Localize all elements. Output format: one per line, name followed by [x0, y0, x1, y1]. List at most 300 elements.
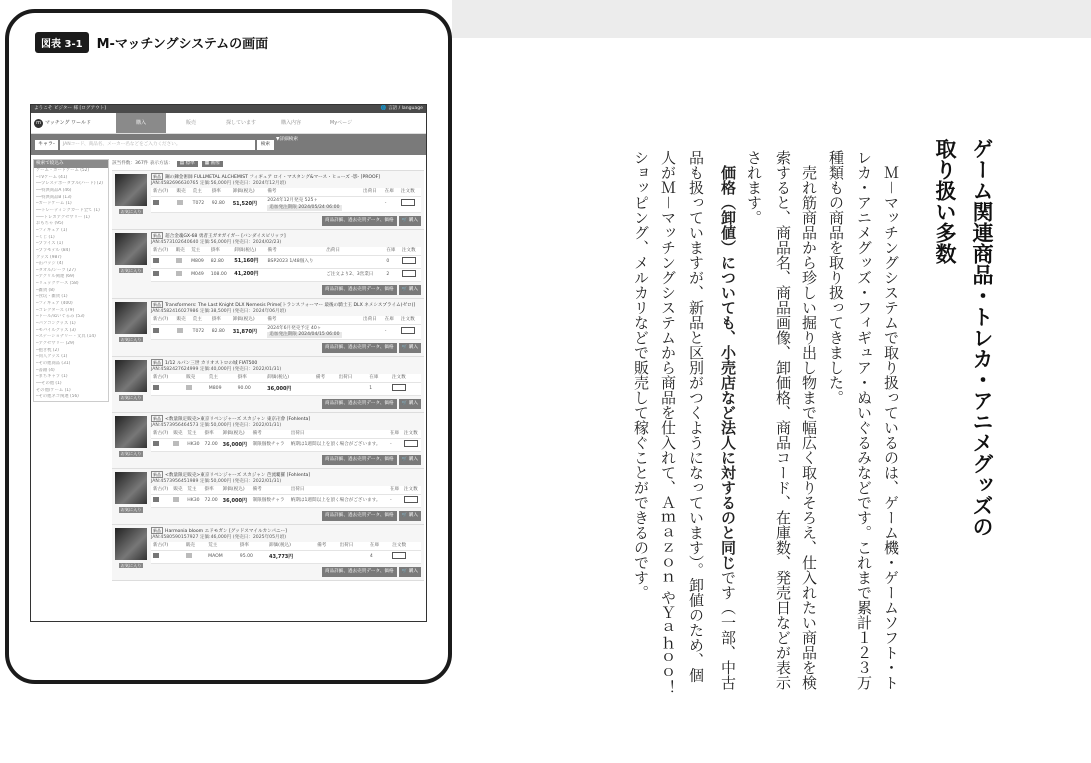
- note: [314, 383, 337, 396]
- sidebar-category-item[interactable]: ──特典商品B (13): [36, 194, 72, 200]
- ship-date: [361, 324, 383, 340]
- article-text-column: [714, 150, 741, 690]
- offer-table-header: 注文数: [400, 247, 421, 255]
- offer-table-header: 掛率: [238, 542, 267, 550]
- product-actions: [151, 511, 421, 521]
- sidebar-category-item[interactable]: ─フィギュア (400): [36, 301, 73, 307]
- product-actions: [151, 567, 421, 577]
- product-meta: JAN:4582427624999 定価:40,000円 (発売日：2022/01/31): [151, 367, 282, 373]
- rate: 95.00: [238, 550, 267, 563]
- sidebar-category-item[interactable]: ─アクセサリー (29): [36, 341, 75, 347]
- offer-table-header: 卸価(税込): [221, 430, 251, 438]
- seller-icon: [177, 328, 183, 333]
- seller-code: MAOM: [206, 550, 238, 563]
- quantity-input[interactable]: [404, 496, 418, 503]
- new-badge: 新品: [153, 301, 161, 307]
- note: [265, 255, 324, 268]
- stock: 2: [384, 268, 400, 281]
- offer-table-header: 掛率: [210, 188, 231, 196]
- advanced-search-link[interactable]: ▼詳細検索: [276, 137, 298, 142]
- note: [265, 268, 324, 281]
- offer-table-header: 新古(?): [151, 247, 174, 255]
- article-text-column: [627, 150, 654, 600]
- sidebar-category-item[interactable]: ─リュックケース (58): [36, 281, 79, 287]
- sidebar-category-item[interactable]: ─フィギュア (1): [36, 227, 68, 233]
- text-segment: 索すると、商品名、商品画像、卸価格、商品コード、在庫数、発売日などが表示: [774, 150, 792, 690]
- sidebar-category-item[interactable]: ─パソコングッズ (1): [36, 321, 76, 327]
- sidebar-category-item[interactable]: ─同人グッズ (1): [36, 354, 68, 360]
- article-text-column: [682, 150, 709, 683]
- offer-table: [151, 374, 421, 396]
- offer-row: [151, 495, 421, 508]
- sidebar-category-item[interactable]: ─ステーショナリー・文具 (14): [36, 334, 96, 340]
- offer-table-header: 卸価(税込): [265, 374, 314, 382]
- product-image-column: [114, 174, 148, 226]
- sidebar-category-item[interactable]: ─まちキャラ (1): [36, 374, 68, 380]
- rate: 82.80: [210, 324, 231, 340]
- product-thumbnail[interactable]: [115, 233, 147, 265]
- article-text-column: [877, 150, 904, 690]
- product-actions: [151, 285, 421, 295]
- sidebar-category-item[interactable]: ─カードゲーム (1): [36, 201, 72, 207]
- quantity-input[interactable]: [401, 199, 415, 206]
- product-body: [151, 360, 424, 409]
- new-badge: 新品: [153, 472, 161, 478]
- product-item: [112, 525, 424, 581]
- sidebar-category-item[interactable]: グッズ (987): [36, 254, 62, 260]
- note: [251, 439, 289, 452]
- offer-table-header: 注文数: [390, 542, 421, 550]
- offer-table-header: 備考: [265, 247, 324, 255]
- article-text-column: [654, 150, 681, 695]
- sidebar-category-item[interactable]: ─その他商品 (31): [36, 361, 71, 366]
- offer-table-header: 注文数: [390, 374, 421, 382]
- details-button[interactable]: 商品詳細、過去売買データ、価格: [322, 455, 397, 465]
- note: [251, 495, 289, 508]
- offer-table-header: 荒主: [191, 188, 210, 196]
- product-thumbnail[interactable]: [115, 528, 147, 560]
- app-screenshot: [30, 104, 427, 622]
- favorite-button[interactable]: お気に入り: [120, 451, 142, 457]
- product-body: [151, 302, 424, 354]
- sidebar-category-item[interactable]: ─TVゲーム (41): [36, 174, 68, 180]
- product-name[interactable]: 超合金魂GX-68 勇者王ガオガイガー [バンダイスピリッツ]: [165, 233, 286, 239]
- offer-table: [151, 430, 421, 452]
- seller-code: M049: [189, 268, 209, 281]
- buy-button[interactable]: 🛒 購入: [399, 216, 421, 226]
- offer-table-header: 新古(?): [151, 188, 175, 196]
- sidebar-category-item[interactable]: ─アクリル関連 (69): [36, 274, 75, 280]
- text-segment: されます。: [745, 150, 763, 225]
- search-category-select[interactable]: キャラ-: [35, 140, 58, 150]
- offer-table: [151, 247, 421, 282]
- details-button[interactable]: 商品詳細、過去売買データ、価格: [322, 567, 397, 577]
- condition-icon: [153, 258, 159, 263]
- product-image-column: [114, 528, 148, 577]
- details-button[interactable]: 商品詳細、過去売買データ、価格: [322, 511, 397, 521]
- product-meta: JAN:4573956451989 定価:50,000円 (発売日：2022/01/31): [151, 479, 282, 485]
- condition-icon: [153, 200, 159, 205]
- condition-icon: [153, 328, 159, 333]
- offer-table-header: 備考: [265, 316, 361, 324]
- seller-icon: [186, 553, 192, 558]
- product-meta: JAN:4582416027986 定価:38,500円 (発売日：2024年06月頃): [151, 308, 286, 314]
- product-item: [112, 357, 424, 413]
- product-name[interactable]: <数量限定販売>東京リベンジャーズ スカジャン 東京卍會 [Fohlenta]: [165, 417, 311, 423]
- text-segment: です（一部、中古: [719, 570, 737, 690]
- product-image-column: [114, 360, 148, 409]
- offer-table-header: 掛率: [210, 316, 231, 324]
- offer-table-header: 在庫: [384, 247, 400, 255]
- stock: -: [388, 495, 402, 508]
- buy-button[interactable]: 🛒 購入: [399, 343, 421, 353]
- seller-icon: [173, 497, 179, 502]
- note-text: 制限個数チャラ: [252, 498, 285, 503]
- sidebar-category-item[interactable]: ──トレーディングカード全て (1): [36, 207, 100, 213]
- offer-row: [151, 268, 421, 281]
- condition-icon: [153, 441, 159, 446]
- sidebar-category-item[interactable]: ─くじ (1): [36, 234, 55, 240]
- product-title[interactable]: [151, 302, 421, 309]
- ship-date: [338, 550, 368, 563]
- logo[interactable]: [31, 113, 116, 133]
- figure-title: M-マッチングシステムの画面: [96, 37, 269, 52]
- figure-number: 図表 3-1: [35, 32, 89, 53]
- view-standard-button[interactable]: ▤ 標準: [177, 161, 198, 167]
- user-bar: [31, 105, 426, 113]
- details-button[interactable]: 商品詳細、過去売買データ、価格: [322, 343, 397, 353]
- product-image-column: [114, 302, 148, 354]
- buy-button[interactable]: 🛒 購入: [399, 399, 421, 409]
- text-segment: Ｍ－マッチングシステムで取り扱っているのは、ゲーム機・ゲームソフト・ト: [882, 150, 900, 691]
- offer-table-header: 荒主: [207, 374, 236, 382]
- wholesale-price: 31,870円: [231, 324, 266, 340]
- offer-table-header: 販売: [175, 188, 191, 196]
- offer-table-header: 新古(?): [151, 316, 175, 324]
- ship-date: [361, 196, 383, 212]
- offer-table-header: 荒主: [185, 486, 202, 494]
- note: [265, 196, 361, 212]
- sidebar-category-item[interactable]: ─プラモデル (84): [36, 247, 71, 253]
- offer-table-header: 備考: [251, 486, 289, 494]
- product-image-column: [114, 416, 148, 465]
- offer-table: [151, 542, 421, 564]
- seller-icon: [177, 200, 183, 205]
- product-name[interactable]: Transformers: The Last Knight DLX Nemesis Prime[トランスフォーマー 最後の騎士王 DLX ネメシスプライム(ゼロ)]: [165, 302, 416, 308]
- favorite-button[interactable]: お気に入り: [120, 562, 142, 568]
- search-button[interactable]: 検索: [257, 140, 274, 150]
- sidebar-category-item[interactable]: ─ドール/ぬいぐるみ (53): [36, 314, 85, 320]
- product-body: [151, 174, 424, 226]
- note-text: 2024年6月発売予定 40ヶ: [267, 325, 322, 331]
- offer-table-header: 荒主: [206, 542, 238, 550]
- sidebar-category-item[interactable]: ─プライズ (1): [36, 241, 64, 247]
- offer-row: [151, 324, 421, 340]
- rate: 72.00: [203, 495, 221, 508]
- offer-table-header: 卸価(税込): [231, 316, 266, 324]
- seller-code: T072: [191, 324, 210, 340]
- product-meta: JAN:4582696630765 定価:56,000円 (発売日：2024年12月頃): [151, 180, 286, 186]
- product-actions: [151, 455, 421, 465]
- product-image-column: [114, 472, 148, 521]
- sidebar-category-item[interactable]: ──その他 (1): [36, 380, 62, 386]
- offer-table-header: 掛率: [203, 430, 221, 438]
- buy-button[interactable]: 🛒 購入: [399, 455, 421, 465]
- offer-row: [151, 550, 421, 563]
- sidebar-category-item[interactable]: ─缶バッジ (4): [36, 261, 64, 267]
- results-count: 該当件数：367件 表示方法：: [112, 161, 173, 166]
- offer-table-header: 新古(?): [151, 374, 184, 382]
- quantity-input[interactable]: [404, 440, 418, 447]
- note-text: BSP2023 1/48個入り: [267, 258, 314, 264]
- text-segment: 人がＭ－マッチングシステムから商品を仕入れて、Ａｍａｚｏｎ やＹａｈｏｏ！: [659, 150, 677, 695]
- quantity-input[interactable]: [392, 552, 406, 559]
- view-image-button[interactable]: ▦ 画像: [202, 161, 223, 167]
- product-image-column: [114, 233, 148, 295]
- offer-table-header: 備考: [314, 374, 337, 382]
- offer-table-header: 注文数: [402, 486, 421, 494]
- stock: -: [383, 196, 399, 212]
- offer-table-header: 販売: [175, 316, 191, 324]
- product-name[interactable]: Harmonia bloom エドモガン [グッドスマイルカンパニー]: [165, 528, 287, 534]
- condition-icon: [153, 271, 159, 276]
- wholesale-price: 36,000円: [221, 439, 251, 452]
- sidebar-category-item[interactable]: ─タオル/シーツ (27): [36, 267, 76, 273]
- order-deadline: 追加発注期限 2024/05/24 06:00: [269, 204, 340, 210]
- language-link[interactable]: 🌐 言語 / language: [380, 106, 423, 112]
- offer-table-header: 販売: [171, 486, 185, 494]
- tab-purchase-history[interactable]: 購入内容: [280, 119, 301, 126]
- offer-table-header: 出荷日: [338, 542, 368, 550]
- article-heading-line-1: ゲーム関連商品・トレカ・アニメグッズの: [970, 138, 994, 537]
- wholesale-price: 43,773円: [267, 550, 315, 563]
- rate: 92.80: [210, 196, 231, 212]
- text-segment: 種類もの商品を取り扱ってきました。: [827, 150, 845, 405]
- product-thumbnail[interactable]: [115, 472, 147, 504]
- offer-table-header: 在庫: [388, 430, 402, 438]
- offer-table-header: 在庫: [388, 486, 402, 494]
- rate: 72.00: [203, 439, 221, 452]
- offer-table: [151, 316, 421, 341]
- search-bar: [31, 134, 426, 155]
- ship-date: 納期は1週間以上を頂く場合がございます。: [289, 495, 388, 508]
- new-badge: 新品: [153, 173, 161, 179]
- wholesale-price: 51,160円: [232, 255, 265, 268]
- offer-table-header: 新古(?): [151, 430, 171, 438]
- rate: 90.00: [236, 383, 266, 396]
- offer-table-header: 掛率: [203, 486, 221, 494]
- seller-code: T072: [191, 196, 210, 212]
- sidebar-category-item[interactable]: ゲーム・カードゲーム (52): [36, 167, 90, 173]
- stock: -: [388, 439, 402, 452]
- rate: 108.00: [209, 268, 233, 281]
- seller-code: M809: [189, 255, 209, 268]
- product-name[interactable]: 鋼の錬金術師 FULLMETAL ALCHEMIST フィギュア ロイ・マスタング&マース・ヒューズ -影- [PROOF]: [165, 174, 381, 180]
- stock: 4: [368, 550, 390, 563]
- stock: -: [383, 324, 399, 340]
- quantity-input[interactable]: [401, 327, 415, 334]
- offer-table-header: 備考: [265, 188, 361, 196]
- text-segment: 売れ筋商品から珍しい掘り出し物まで幅広く取りそろえ、仕入れたい商品を検: [800, 150, 818, 690]
- seller-icon: [176, 271, 182, 276]
- sidebar-category-item[interactable]: ─雑貨 (8): [36, 287, 55, 293]
- sidebar-header: 検索で絞込み: [34, 160, 108, 168]
- article-text-column: [769, 150, 796, 690]
- favorite-button[interactable]: お気に入り: [120, 507, 142, 513]
- main-nav: [31, 113, 426, 134]
- wholesale-price: 36,000円: [265, 383, 314, 396]
- product-meta: JAN:4573102640640 定価:56,000円 (発売日：2024/02/23): [151, 239, 282, 245]
- article-text-column: [795, 150, 822, 690]
- offer-table-header: 注文数: [402, 430, 421, 438]
- sidebar-category-item[interactable]: ───トレカアクセサリー (1): [36, 214, 90, 220]
- quantity-input[interactable]: [402, 270, 416, 277]
- sidebar-category-item[interactable]: ─コレクターズ (79): [36, 307, 75, 313]
- offer-table-header: 販売: [171, 430, 185, 438]
- product-actions: [151, 343, 421, 353]
- product-thumbnail[interactable]: [115, 174, 147, 206]
- offer-table-header: 注文数: [399, 188, 421, 196]
- details-button[interactable]: 商品詳細、過去売買データ、価格: [322, 216, 397, 226]
- product-name[interactable]: 1/12 ルパン三世 カリオストロの城 FIAT500: [165, 361, 258, 367]
- text-segment: 品も扱っていますが、新品と区別がつくようになっています）。卸値のため、個: [687, 150, 705, 683]
- page-top-band: [452, 0, 1091, 38]
- favorite-button[interactable]: お気に入り: [120, 267, 142, 273]
- details-button[interactable]: 商品詳細、過去売買データ、価格: [322, 285, 397, 295]
- product-item: [112, 230, 424, 299]
- rate: 82.80: [209, 255, 233, 268]
- offer-row: [151, 439, 421, 452]
- wholesale-price: 51,520円: [231, 196, 266, 212]
- note: [315, 550, 337, 563]
- wholesale-price: 41,200円: [232, 268, 265, 281]
- new-badge: 新品: [153, 360, 161, 366]
- logo-mark-icon: m: [34, 119, 43, 128]
- offer-table-header: 卸価(税込): [221, 486, 251, 494]
- product-actions: [151, 216, 421, 226]
- seller-code: M809: [207, 383, 236, 396]
- product-item: [112, 171, 424, 230]
- offer-table: [151, 188, 421, 213]
- sidebar-category-item[interactable]: ─書籍 (4): [36, 367, 55, 373]
- offer-table-header: 在庫: [368, 542, 390, 550]
- product-body: [151, 416, 424, 465]
- ship-date: [324, 255, 384, 268]
- offer-table-header: 掛率: [236, 374, 266, 382]
- condition-icon: [153, 385, 159, 390]
- buy-button[interactable]: 🛒 購入: [399, 567, 421, 577]
- new-badge: 新品: [153, 232, 161, 238]
- offer-table-header: 備考: [251, 430, 289, 438]
- offer-table-header: 卸価(税込): [231, 188, 266, 196]
- favorite-button[interactable]: お気に入り: [120, 208, 142, 214]
- ship-date: ご注文より2、3営業日: [324, 268, 384, 281]
- filter-sidebar: [33, 159, 109, 402]
- seller-code: HK30: [185, 439, 202, 452]
- sidebar-category-item[interactable]: ─抱き枕 (2): [36, 347, 59, 353]
- favorite-button[interactable]: お気に入り: [120, 395, 142, 401]
- product-title[interactable]: [151, 528, 421, 535]
- product-actions: [151, 399, 421, 409]
- stock: 1: [367, 383, 390, 396]
- note-text: 制限個数チャラ: [252, 442, 285, 448]
- sidebar-category-item[interactable]: ─その他ネコ関連 (56): [36, 394, 79, 400]
- product-item: [112, 413, 424, 469]
- offer-table-header: 新古(?): [151, 486, 171, 494]
- seller-icon: [186, 385, 192, 390]
- tab-purchase[interactable]: 購入: [116, 113, 166, 133]
- product-title[interactable]: [151, 174, 421, 181]
- offer-table-header: 掛率: [209, 247, 233, 255]
- offer-table-header: 販売: [184, 374, 207, 382]
- tab-sell[interactable]: 販売: [185, 119, 196, 126]
- sidebar-category-item[interactable]: おもちゃ (95): [36, 221, 64, 227]
- offer-table-header: 出荷日: [289, 430, 388, 438]
- tab-mypage[interactable]: Myページ: [329, 119, 353, 126]
- offer-table-header: 注文数: [399, 316, 421, 324]
- buy-button[interactable]: 🛒 購入: [399, 511, 421, 521]
- article-text-column: [740, 150, 767, 225]
- product-title[interactable]: [151, 233, 421, 240]
- order-deadline: 追加発注期限 2024/04/15 06:00: [269, 332, 340, 338]
- sidebar-category-item[interactable]: その他/ゲーム (1): [36, 387, 71, 393]
- offer-table-header: 在庫: [383, 188, 399, 196]
- logo-text: マッチング ワールド: [45, 119, 91, 126]
- sidebar-category-item[interactable]: ─食玩・雑貨 (1): [36, 294, 68, 300]
- offer-table-header: 新古(?): [151, 542, 184, 550]
- stock: 0: [384, 255, 400, 268]
- offer-table-header: 在庫: [367, 374, 390, 382]
- product-body: [151, 233, 424, 295]
- seller-icon: [176, 258, 182, 263]
- quantity-input[interactable]: [392, 384, 406, 391]
- product-item: [112, 299, 424, 358]
- product-thumbnail[interactable]: [115, 360, 147, 392]
- new-badge: 新品: [153, 416, 161, 422]
- sidebar-category-item[interactable]: ─モバイルグッズ (3): [36, 327, 76, 333]
- sidebar-category-item[interactable]: ──プレステポータブル(ハード) (2): [36, 181, 103, 187]
- seller-icon: [173, 441, 179, 446]
- text-segment: ショッピング、メルカリなどで販売して稼ぐことができるのです。: [632, 150, 650, 600]
- offer-table-header: 在庫: [383, 316, 399, 324]
- condition-icon: [153, 497, 159, 502]
- note-text: 2024年12月発売 525ヶ: [267, 197, 319, 203]
- offer-table-header: 販売: [174, 247, 190, 255]
- offer-table-header: 出荷日: [324, 247, 384, 255]
- product-item: [112, 469, 424, 525]
- details-button[interactable]: 商品詳細、過去売買データ、価格: [322, 399, 397, 409]
- offer-table: [151, 486, 421, 508]
- offer-table-header: 備考: [315, 542, 337, 550]
- ship-date: 納期は1週間以上を頂く場合がございます。: [289, 439, 388, 452]
- product-name[interactable]: <数量限定販売>東京リベンジャーズ スカジャン 芭流覇羅 [Fohlenta]: [165, 473, 311, 479]
- product-thumbnail[interactable]: [115, 302, 147, 334]
- product-body: [151, 528, 424, 577]
- product-thumbnail[interactable]: [115, 416, 147, 448]
- welcome-logout-link[interactable]: ようこそ ビジター 様 [ログアウト]: [34, 106, 107, 112]
- text-segment: レカ・アニメグッズ・フィギュア・ぬいぐるみなどです。これまで累計１２３万: [855, 150, 873, 690]
- tab-wanted[interactable]: 探しています: [225, 119, 256, 126]
- sidebar-category-item[interactable]: ──特典商品A (46): [36, 187, 72, 193]
- new-badge: 新品: [153, 527, 161, 533]
- quantity-input[interactable]: [402, 257, 416, 264]
- figure-caption: [35, 32, 268, 53]
- buy-button[interactable]: 🛒 購入: [399, 285, 421, 295]
- offer-table-header: 出荷日: [361, 188, 383, 196]
- article-heading-line-2: 取り扱い多数: [933, 138, 957, 264]
- search-input[interactable]: JANコード、商品名、メーカー名などをご入力ください。: [60, 140, 255, 150]
- favorite-button[interactable]: お気に入り: [120, 336, 142, 342]
